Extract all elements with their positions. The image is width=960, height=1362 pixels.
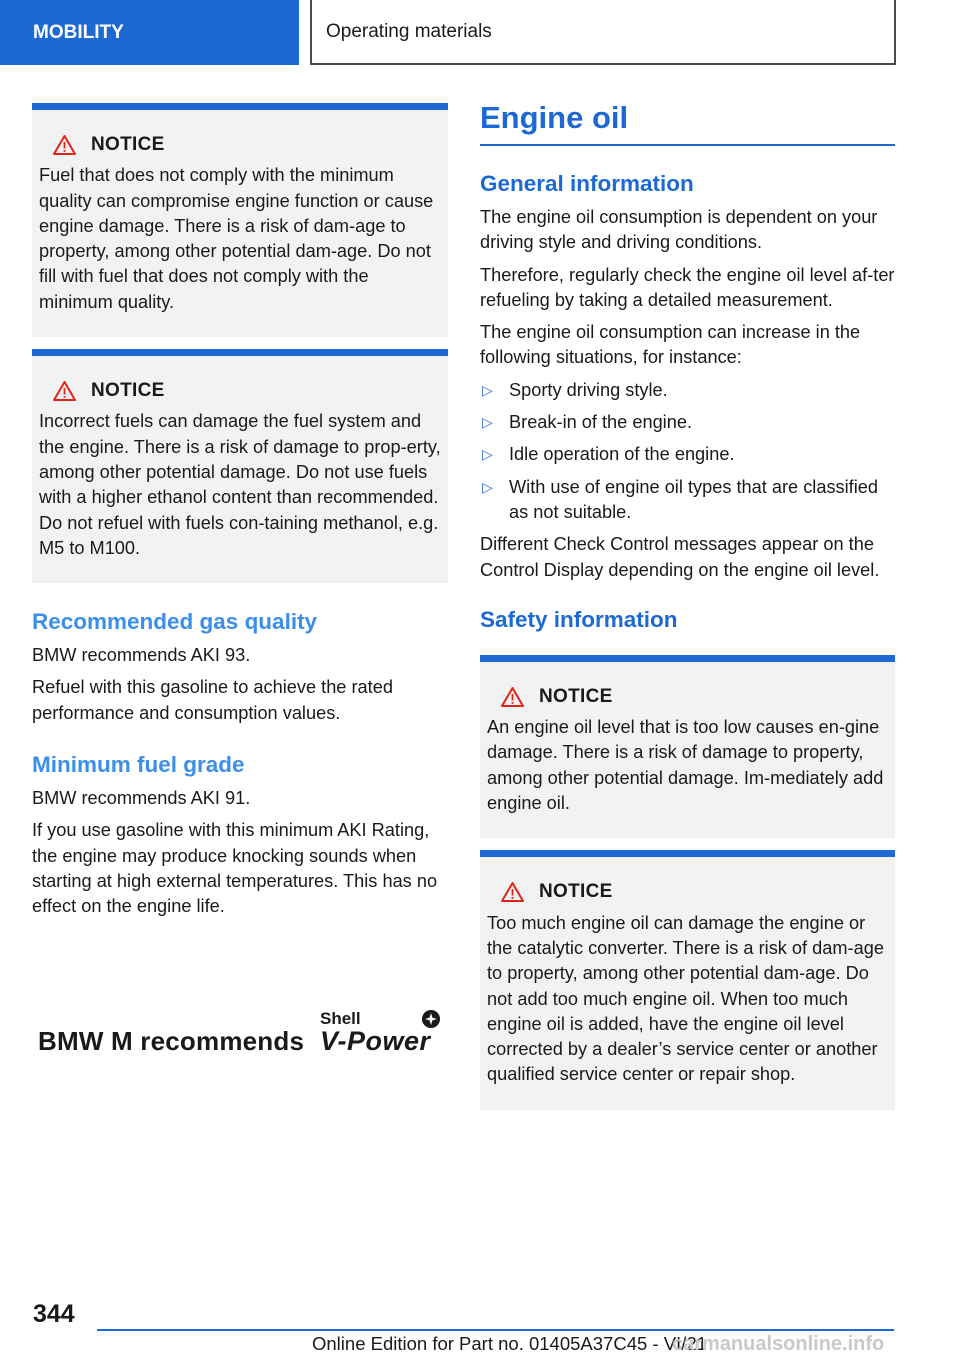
logo-recommends-text: BMW M recommends	[38, 1026, 305, 1056]
chapter-label: Operating materials	[326, 20, 492, 42]
gear-icon	[420, 1008, 442, 1030]
page-number: 344	[33, 1300, 75, 1328]
triangle-bullet-icon: ▷	[482, 446, 493, 463]
notice-box-fuel-quality	[32, 103, 448, 337]
paragraph: Different Check Control messages appear on the Control Display depending on the engine oil level.	[480, 534, 880, 580]
notice-header	[487, 684, 889, 709]
list-item: ▷ Idle operation of the engine.	[480, 442, 895, 467]
section-label: MOBILITY	[33, 21, 124, 43]
paragraph: If you use gasoline with this minimum AKI Rating, the engine may produce knocking sounds when starting at high external temperatures. This has no effect on the engine life.	[32, 820, 438, 917]
paragraph: The engine oil consumption can increase in the following situations, for instance:	[480, 322, 861, 368]
notice-title: NOTICE	[91, 134, 165, 155]
notice-text: Fuel that does not comply with the minimum quality can compromise engine function or cause engine damage. There is a risk of dam-age to property, among other potential dam-age. Do not fill with fuel that does not comply with the minimum quality.	[39, 165, 434, 312]
right-column	[480, 100, 895, 1122]
paragraph: BMW recommends AKI 93.	[32, 645, 251, 666]
logo-brand-bottom: V-Power	[320, 1026, 431, 1056]
triangle-bullet-icon: ▷	[482, 414, 493, 431]
notice-box-oil-too-much	[480, 850, 895, 1109]
paragraph: The engine oil consumption is dependent on your driving style and driving conditions.	[480, 207, 878, 253]
footer-edition-text: Online Edition for Part no. 01405A37C45 - VI/21	[312, 1333, 707, 1354]
notice-box-incorrect-fuels	[32, 349, 448, 583]
footer-divider	[97, 1329, 894, 1331]
warning-icon	[52, 134, 77, 156]
shell-vpower-logo	[38, 1008, 448, 1063]
paragraph: BMW recommends AKI 91.	[32, 788, 251, 809]
notice-header	[39, 378, 442, 403]
list-item: ▷ With use of engine oil types that are classified as not suitable.	[482, 476, 878, 522]
list-item: ▷ Sporty driving style.	[480, 378, 895, 403]
section-tab	[0, 0, 299, 65]
notice-text: Incorrect fuels can damage the fuel system and the engine. There is a risk of damage to prop-erty, among other potential damage. Do not use fuels with a higher ethanol content than recommended. Do not refuel with fuels con-taining methanol, e.g. M5 to M100.	[39, 411, 441, 558]
warning-icon	[500, 686, 525, 708]
paragraph: Therefore, regularly check the engine oil level af-ter refueling by taking a detailed measurement.	[480, 264, 895, 310]
warning-icon	[52, 380, 77, 402]
paragraph: Refuel with this gasoline to achieve the rated performance and consumption values.	[32, 677, 393, 723]
heading-minimum-fuel: Minimum fuel grade	[32, 752, 245, 778]
left-column	[32, 103, 448, 927]
watermark: carmanualsonline.info	[672, 1333, 885, 1355]
triangle-bullet-icon: ▷	[482, 478, 493, 495]
notice-text: An engine oil level that is too low causes en-gine damage. There is a risk of damage to property, among other potential damage. Im-mediately add engine oil.	[487, 717, 884, 814]
heading-safety-information: Safety information	[480, 606, 678, 632]
logo-brand-top: Shell	[320, 1009, 361, 1028]
warning-icon	[500, 881, 525, 903]
notice-header	[487, 879, 889, 904]
situation-list	[480, 378, 895, 525]
triangle-bullet-icon: ▷	[482, 381, 493, 398]
notice-text: Too much engine oil can damage the engine or the catalytic converter. There is a risk of dam-age to property, among other potential dam-age. Do not add too much engine oil. When too much engine oil is added, have the engine oil level corrected by a dealer’s service center or another qualified service center or repair shop.	[487, 912, 884, 1085]
notice-box-oil-too-low	[480, 655, 895, 838]
list-item: ▷ Break-in of the engine.	[480, 410, 895, 435]
page-title: Engine oil	[480, 100, 895, 146]
heading-general-information: General information	[480, 171, 694, 196]
notice-header	[39, 132, 442, 157]
notice-title: NOTICE	[539, 685, 613, 707]
notice-title: NOTICE	[91, 380, 165, 402]
heading-recommended-gas: Recommended gas quality	[32, 609, 318, 635]
notice-title: NOTICE	[539, 881, 613, 903]
chapter-tab	[310, 0, 896, 65]
